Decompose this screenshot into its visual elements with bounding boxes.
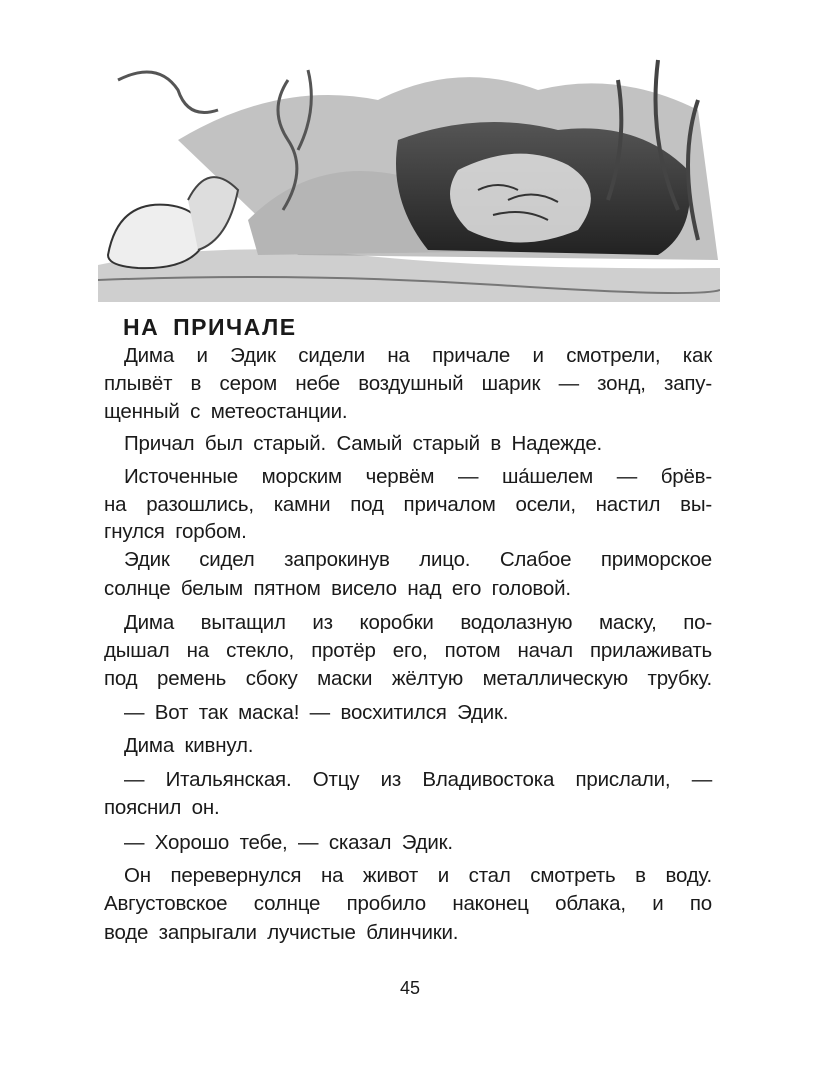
seashore-illustration bbox=[98, 40, 720, 302]
text-line: Дима и Эдик сидели на причале и смотрели, как bbox=[124, 344, 712, 367]
text-line: дышал на стекло, протёр его, потом начал прилаживать bbox=[104, 639, 712, 662]
text-line: — Итальянская. Отцу из Владивостока прислали, — bbox=[124, 768, 712, 791]
chapter-title: НА ПРИЧАЛЕ bbox=[123, 314, 297, 340]
text-line: Он перевернулся на живот и стал смотреть в воду. bbox=[124, 864, 712, 887]
text-line: Августовское солнце пробило наконец облака, и по bbox=[104, 892, 712, 915]
text-line: Дима вытащил из коробки водолазную маску, по- bbox=[124, 611, 712, 634]
text-line: — Вот так маска! — восхитился Эдик. bbox=[124, 701, 509, 724]
text-line: под ремень сбоку маски жёлтую металлическую трубку. bbox=[104, 667, 712, 690]
text-line: Причал был старый. Самый старый в Надежде. bbox=[124, 432, 603, 455]
text-line: Источенные морским червём — ша́шелем — брёв- bbox=[124, 465, 712, 488]
text-line: воде запрыгали лучистые блинчики. bbox=[104, 921, 459, 944]
text-line: плывёт в сером небе воздушный шарик — зонд, запу- bbox=[104, 372, 712, 395]
text-line: Эдик сидел запрокинув лицо. Слабое приморское bbox=[124, 548, 712, 571]
text-line: на разошлись, камни под причалом осели, настил вы- bbox=[104, 493, 712, 516]
text-line: щенный с метеостанции. bbox=[104, 400, 348, 423]
page-number: 45 bbox=[399, 978, 421, 998]
text-line: — Хорошо тебе, — сказал Эдик. bbox=[124, 831, 453, 854]
text-line: гнулся горбом. bbox=[104, 520, 247, 543]
text-line: Дима кивнул. bbox=[124, 734, 254, 757]
text-line: солнце белым пятном висело над его головой. bbox=[104, 577, 571, 600]
text-line: пояснил он. bbox=[104, 796, 220, 819]
